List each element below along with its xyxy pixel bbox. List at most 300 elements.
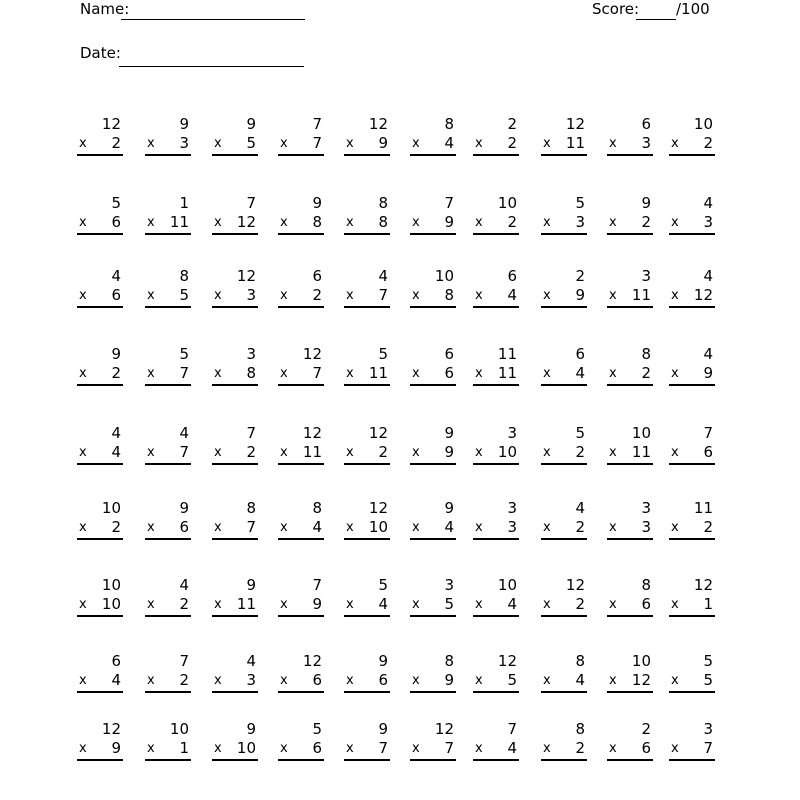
problem (473, 116, 517, 156)
multiplier-line (541, 135, 585, 152)
answer-line (669, 463, 715, 465)
multiplicand: 9 (246, 576, 256, 594)
problem (410, 721, 454, 761)
multiplier: 11 (169, 213, 189, 231)
multiplier-line (541, 740, 585, 757)
multiplicand: 9 (246, 720, 256, 738)
multiplier: 2 (111, 518, 121, 536)
times-sign: x (346, 597, 354, 612)
times-sign: x (671, 445, 679, 460)
answer-line (410, 463, 456, 465)
answer-line (278, 759, 324, 761)
multiplier: 7 (378, 286, 388, 304)
times-sign: x (280, 673, 288, 688)
multiplier-line (278, 135, 322, 152)
problem (344, 195, 388, 235)
answer-line (541, 154, 587, 156)
answer-line (278, 615, 324, 617)
multiplicand: 4 (179, 576, 189, 594)
problem (344, 653, 388, 693)
problem (278, 577, 322, 617)
multiplier-line (145, 365, 189, 382)
multiplicand: 10 (101, 576, 121, 594)
multiplier-line (212, 214, 256, 231)
times-sign: x (214, 597, 222, 612)
answer-line (541, 538, 587, 540)
problem (473, 577, 517, 617)
multiplier-line (77, 740, 121, 757)
problem (344, 500, 388, 540)
problem (77, 425, 121, 465)
problem (669, 346, 713, 386)
multiplier: 6 (111, 286, 121, 304)
times-sign: x (475, 673, 483, 688)
multiplicand: 10 (497, 194, 517, 212)
multiplier: 2 (641, 213, 651, 231)
problem (278, 116, 322, 156)
multiplier: 2 (179, 595, 189, 613)
multiplicand: 8 (444, 115, 454, 133)
multiplier-line (607, 365, 651, 382)
multiplicand: 12 (236, 267, 256, 285)
answer-line (607, 233, 653, 235)
times-sign: x (475, 366, 483, 381)
answer-line (669, 154, 715, 156)
multiplier: 6 (312, 739, 322, 757)
times-sign: x (147, 445, 155, 460)
multiplier-line (541, 672, 585, 689)
multiplier: 9 (444, 213, 454, 231)
problem (278, 346, 322, 386)
multiplicand: 3 (444, 576, 454, 594)
times-sign: x (543, 215, 551, 230)
multiplier: 4 (507, 286, 517, 304)
times-sign: x (147, 136, 155, 151)
answer-line (145, 306, 191, 308)
multiplicand: 3 (246, 345, 256, 363)
times-sign: x (671, 741, 679, 756)
multiplicand: 4 (703, 267, 713, 285)
multiplicand: 7 (246, 424, 256, 442)
answer-line (473, 233, 519, 235)
multiplier: 7 (179, 364, 189, 382)
problem (212, 268, 256, 308)
problem (410, 116, 454, 156)
problem (278, 500, 322, 540)
multiplicand: 8 (378, 194, 388, 212)
times-sign: x (609, 673, 617, 688)
problem (473, 346, 517, 386)
times-sign: x (79, 288, 87, 303)
problem (212, 721, 256, 761)
answer-line (278, 306, 324, 308)
times-sign: x (671, 215, 679, 230)
multiplier-line (410, 740, 454, 757)
problem (77, 116, 121, 156)
answer-line (473, 691, 519, 693)
answer-line (145, 759, 191, 761)
multiplier: 5 (444, 595, 454, 613)
multiplicand: 10 (631, 652, 651, 670)
multiplier-line (541, 365, 585, 382)
times-sign: x (412, 215, 420, 230)
times-sign: x (346, 136, 354, 151)
multiplicand: 12 (302, 424, 322, 442)
answer-line (77, 463, 123, 465)
multiplier: 2 (111, 364, 121, 382)
times-sign: x (214, 445, 222, 460)
problem (344, 346, 388, 386)
problem (410, 195, 454, 235)
multiplicand: 9 (378, 720, 388, 738)
times-sign: x (475, 215, 483, 230)
answer-line (410, 615, 456, 617)
multiplier: 7 (378, 739, 388, 757)
multiplicand: 9 (179, 115, 189, 133)
multiplier-line (473, 365, 517, 382)
answer-line (410, 538, 456, 540)
answer-line (212, 233, 258, 235)
answer-line (278, 691, 324, 693)
answer-line (607, 538, 653, 540)
answer-line (410, 759, 456, 761)
answer-line (278, 384, 324, 386)
times-sign: x (147, 215, 155, 230)
multiplier: 6 (312, 671, 322, 689)
name-label: Name: (80, 0, 130, 18)
times-sign: x (412, 366, 420, 381)
answer-line (212, 463, 258, 465)
answer-line (212, 154, 258, 156)
problem (473, 721, 517, 761)
problem (278, 268, 322, 308)
multiplier-line (145, 214, 189, 231)
multiplier: 2 (312, 286, 322, 304)
multiplier-line (145, 519, 189, 536)
problem (473, 268, 517, 308)
multiplicand: 10 (101, 499, 121, 517)
multiplier-line (410, 672, 454, 689)
times-sign: x (412, 673, 420, 688)
times-sign: x (214, 215, 222, 230)
multiplicand: 4 (703, 345, 713, 363)
multiplicand: 7 (312, 576, 322, 594)
problem (278, 425, 322, 465)
times-sign: x (412, 136, 420, 151)
multiplier-line (410, 519, 454, 536)
multiplier: 9 (111, 739, 121, 757)
problem (669, 500, 713, 540)
problem (607, 653, 651, 693)
multiplicand: 5 (378, 576, 388, 594)
answer-line (212, 691, 258, 693)
multiplier: 6 (179, 518, 189, 536)
multiplicand: 10 (169, 720, 189, 738)
answer-line (669, 538, 715, 540)
problem (212, 425, 256, 465)
times-sign: x (147, 741, 155, 756)
multiplicand: 12 (368, 115, 388, 133)
multiplier: 3 (246, 671, 256, 689)
times-sign: x (412, 520, 420, 535)
multiplicand: 9 (111, 345, 121, 363)
multiplier: 7 (312, 134, 322, 152)
multiplier-line (145, 287, 189, 304)
multiplicand: 9 (312, 194, 322, 212)
multiplier-line (145, 672, 189, 689)
multiplier-line (77, 596, 121, 613)
times-sign: x (609, 597, 617, 612)
multiplicand: 7 (507, 720, 517, 738)
problem (77, 268, 121, 308)
answer-line (607, 615, 653, 617)
answer-line (145, 233, 191, 235)
times-sign: x (475, 288, 483, 303)
multiplier: 6 (378, 671, 388, 689)
multiplier: 5 (703, 671, 713, 689)
problem (344, 268, 388, 308)
problem (541, 653, 585, 693)
multiplicand: 10 (434, 267, 454, 285)
multiplier: 11 (302, 443, 322, 461)
multiplier-line (541, 444, 585, 461)
multiplier: 5 (507, 671, 517, 689)
multiplier: 4 (444, 518, 454, 536)
multiplicand: 5 (378, 345, 388, 363)
problem (669, 721, 713, 761)
multiplier: 4 (507, 595, 517, 613)
times-sign: x (214, 288, 222, 303)
multiplier-line (669, 287, 713, 304)
times-sign: x (147, 520, 155, 535)
times-sign: x (214, 520, 222, 535)
multiplier-line (212, 287, 256, 304)
multiplier-line (669, 740, 713, 757)
times-sign: x (79, 215, 87, 230)
multiplicand: 3 (641, 267, 651, 285)
multiplier: 3 (575, 213, 585, 231)
answer-line (473, 538, 519, 540)
times-sign: x (412, 597, 420, 612)
multiplier: 2 (111, 134, 121, 152)
multiplier: 10 (368, 518, 388, 536)
times-sign: x (543, 673, 551, 688)
answer-line (145, 384, 191, 386)
times-sign: x (475, 741, 483, 756)
multiplicand: 5 (575, 424, 585, 442)
times-sign: x (346, 445, 354, 460)
multiplier-line (344, 740, 388, 757)
multiplicand: 5 (179, 345, 189, 363)
multiplicand: 5 (575, 194, 585, 212)
problem (77, 346, 121, 386)
multiplier: 2 (246, 443, 256, 461)
times-sign: x (79, 445, 87, 460)
times-sign: x (543, 520, 551, 535)
multiplier-line (344, 287, 388, 304)
multiplicand: 8 (641, 345, 651, 363)
problem (473, 195, 517, 235)
answer-line (669, 384, 715, 386)
answer-line (344, 615, 390, 617)
problem (410, 268, 454, 308)
answer-line (541, 615, 587, 617)
multiplier-line (607, 596, 651, 613)
answer-line (145, 463, 191, 465)
multiplier-line (473, 135, 517, 152)
multiplier-line (344, 365, 388, 382)
problem (278, 195, 322, 235)
times-sign: x (214, 673, 222, 688)
problem (145, 653, 189, 693)
answer-line (278, 463, 324, 465)
times-sign: x (543, 288, 551, 303)
times-sign: x (346, 520, 354, 535)
multiplicand: 9 (378, 652, 388, 670)
multiplicand: 5 (312, 720, 322, 738)
problem (212, 195, 256, 235)
multiplier: 4 (444, 134, 454, 152)
multiplier-line (473, 596, 517, 613)
multiplicand: 11 (693, 499, 713, 517)
times-sign: x (280, 215, 288, 230)
multiplier: 2 (575, 443, 585, 461)
times-sign: x (412, 288, 420, 303)
times-sign: x (609, 520, 617, 535)
multiplicand: 4 (111, 424, 121, 442)
answer-line (145, 615, 191, 617)
problem (607, 268, 651, 308)
multiplicand: 5 (703, 652, 713, 670)
multiplier-line (278, 287, 322, 304)
answer-line (541, 691, 587, 693)
multiplier: 2 (703, 134, 713, 152)
answer-line (344, 759, 390, 761)
multiplier: 9 (444, 443, 454, 461)
multiplier: 10 (497, 443, 517, 461)
problem (145, 346, 189, 386)
multiplier-line (278, 672, 322, 689)
multiplicand: 6 (641, 115, 651, 133)
problem (145, 268, 189, 308)
answer-line (278, 154, 324, 156)
answer-line (541, 759, 587, 761)
multiplier-line (669, 135, 713, 152)
problem (473, 425, 517, 465)
multiplier-line (607, 287, 651, 304)
multiplier-line (212, 519, 256, 536)
multiplier: 3 (641, 518, 651, 536)
multiplicand: 8 (246, 499, 256, 517)
problem (669, 425, 713, 465)
multiplier-line (607, 135, 651, 152)
multiplicand: 12 (565, 115, 585, 133)
multiplier: 11 (236, 595, 256, 613)
problem (607, 500, 651, 540)
multiplier: 4 (312, 518, 322, 536)
multiplier-line (410, 365, 454, 382)
times-sign: x (280, 366, 288, 381)
multiplicand: 3 (641, 499, 651, 517)
multiplicand: 7 (179, 652, 189, 670)
answer-line (77, 384, 123, 386)
multiplier-line (278, 365, 322, 382)
multiplicand: 5 (111, 194, 121, 212)
multiplier-line (541, 519, 585, 536)
answer-line (77, 233, 123, 235)
problem (410, 425, 454, 465)
multiplier-line (607, 672, 651, 689)
multiplier-line (473, 287, 517, 304)
times-sign: x (346, 741, 354, 756)
multiplier-line (669, 596, 713, 613)
multiplier: 4 (507, 739, 517, 757)
problem (145, 721, 189, 761)
multiplicand: 11 (497, 345, 517, 363)
multiplier: 11 (368, 364, 388, 382)
multiplier-line (145, 596, 189, 613)
times-sign: x (609, 366, 617, 381)
multiplicand: 12 (565, 576, 585, 594)
times-sign: x (280, 288, 288, 303)
multiplier: 4 (378, 595, 388, 613)
problem (410, 577, 454, 617)
answer-line (77, 538, 123, 540)
answer-line (541, 463, 587, 465)
multiplier: 3 (703, 213, 713, 231)
multiplier-line (607, 740, 651, 757)
times-sign: x (671, 366, 679, 381)
multiplicand: 2 (575, 267, 585, 285)
problem (145, 116, 189, 156)
problem (541, 116, 585, 156)
problem (541, 721, 585, 761)
multiplicand: 12 (101, 720, 121, 738)
multiplier-line (344, 444, 388, 461)
answer-line (669, 759, 715, 761)
multiplicand: 4 (246, 652, 256, 670)
multiplier-line (212, 672, 256, 689)
multiplicand: 9 (444, 499, 454, 517)
multiplicand: 12 (497, 652, 517, 670)
times-sign: x (346, 673, 354, 688)
multiplicand: 7 (444, 194, 454, 212)
times-sign: x (147, 597, 155, 612)
problem (212, 116, 256, 156)
multiplier: 4 (575, 364, 585, 382)
multiplier: 2 (179, 671, 189, 689)
problem (607, 346, 651, 386)
multiplier: 1 (179, 739, 189, 757)
multiplicand: 8 (641, 576, 651, 594)
problem (344, 577, 388, 617)
times-sign: x (280, 597, 288, 612)
times-sign: x (671, 673, 679, 688)
multiplicand: 6 (444, 345, 454, 363)
multiplier-line (77, 444, 121, 461)
multiplicand: 9 (246, 115, 256, 133)
multiplier: 5 (179, 286, 189, 304)
multiplier: 6 (444, 364, 454, 382)
times-sign: x (412, 445, 420, 460)
problem (410, 653, 454, 693)
answer-line (77, 691, 123, 693)
answer-line (145, 538, 191, 540)
multiplier-line (410, 596, 454, 613)
multiplier-line (77, 287, 121, 304)
times-sign: x (214, 366, 222, 381)
multiplier-line (669, 214, 713, 231)
